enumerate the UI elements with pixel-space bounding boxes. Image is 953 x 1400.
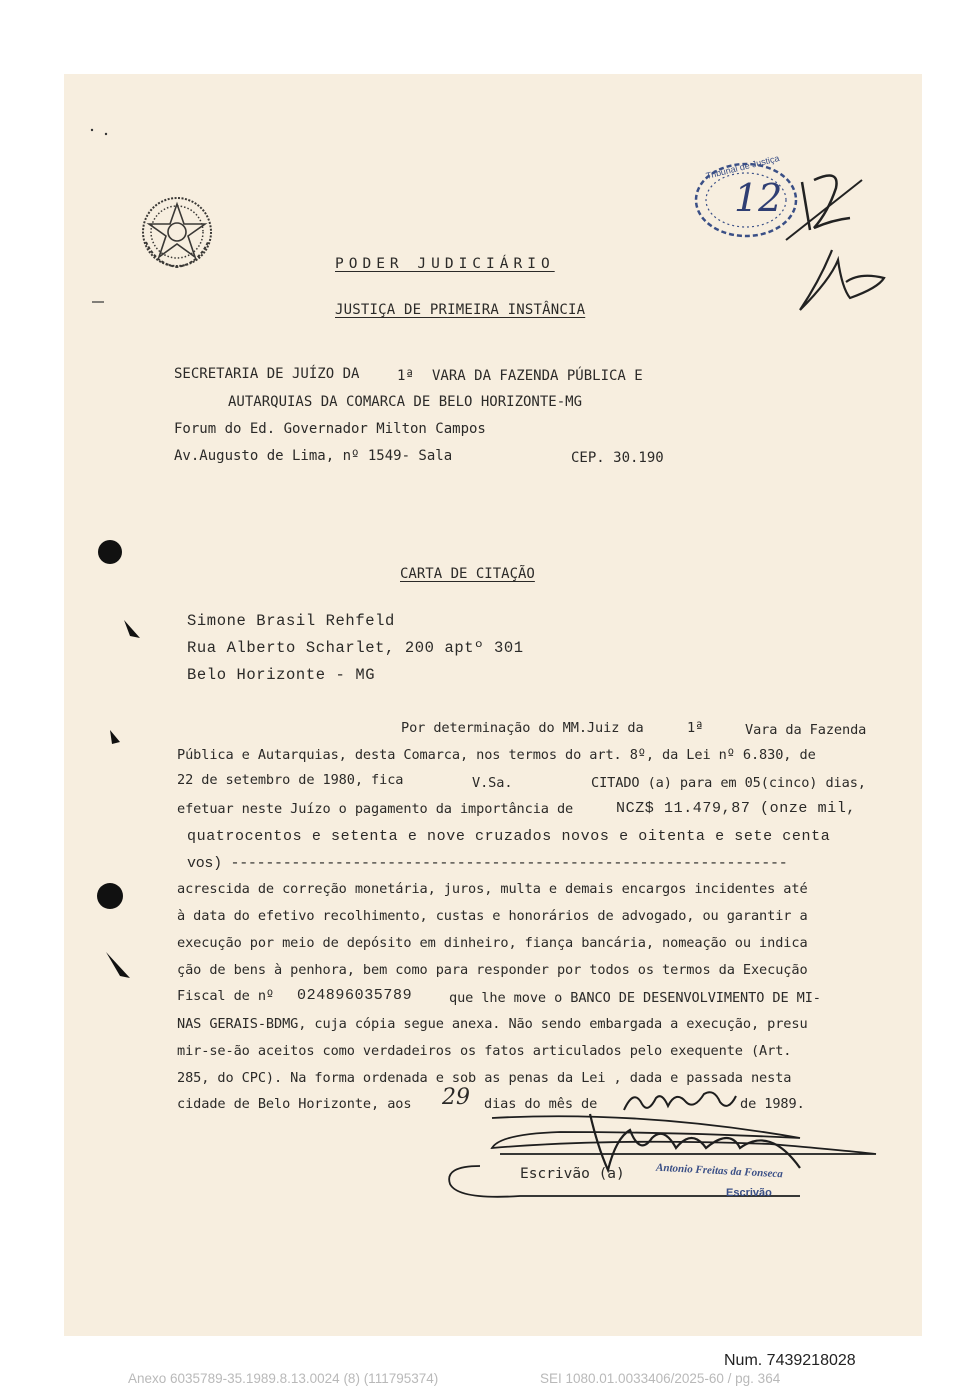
address-line1-b: VARA DA FAZENDA PÚBLICA E <box>432 368 643 384</box>
punch-hole-marks-icon <box>80 120 140 1000</box>
body-line-6: vos) ---------------------------------------------------------------- <box>187 855 788 872</box>
address-cep: CEP. 30.190 <box>571 450 664 466</box>
body-line-11a: Fiscal de nº <box>177 988 275 1004</box>
body-line-12: NAS GERAIS-BDMG, cuja cópia segue anexa. Não sendo embargada a execução, presu <box>177 1016 808 1032</box>
body-process-number: 024896035789 <box>297 987 413 1004</box>
body-line-15b: dias do mês de <box>484 1096 598 1112</box>
body-line-4a: efetuar neste Juízo o pagamento da importância de <box>177 801 574 817</box>
justica-heading: JUSTIÇA DE PRIMEIRA INSTÂNCIA <box>335 302 586 318</box>
address-line4: Av.Augusto de Lima, nº 1549- Sala <box>174 448 453 464</box>
address-line2: AUTARQUIAS DA COMARCA DE BELO HORIZONTE-MG <box>228 394 583 410</box>
coat-of-arms-icon <box>136 194 218 270</box>
escrivao-label: Escrivão (a) <box>520 1166 625 1182</box>
body-line-13: mir-se-ão aceitos como verdadeiros os fatos articulados pelo exequente (Art. <box>177 1043 792 1059</box>
footer-attachment-ref: Anexo 6035789-35.1989.8.13.0024 (8) (111795374) <box>128 1371 439 1386</box>
body-line-3a: 22 de setembro de 1980, fica <box>177 772 404 788</box>
body-line-5: quatrocentos e setenta e nove cruzados novos e oitenta e sete centa <box>187 828 831 845</box>
body-line-1a: Por determinação do MM.Juiz da <box>401 720 644 736</box>
body-line-9: execução por meio de depósito em dinheiro, fiança bancária, nomeação ou indica <box>177 935 808 951</box>
body-line-15c: de 1989. <box>740 1096 805 1112</box>
body-line-2: Pública e Autarquias, desta Comarca, nos termos do art. 8º, da Lei nº 6.830, de <box>177 747 816 763</box>
body-line-10: ção de bens à penhora, bem como para responder por todos os termos da Execução <box>177 962 808 978</box>
address-line1-ordinal: 1ª <box>397 368 414 384</box>
address-line1-a: SECRETARIA DE JUÍZO DA <box>174 366 360 382</box>
handwritten-folio-icon <box>780 160 890 330</box>
body-line-7: acrescida de correção monetária, juros, multa e demais encargos incidentes até <box>177 881 808 897</box>
body-day-handwritten: 29 <box>442 1085 470 1110</box>
body-amount: NCZ$ 11.479,87 (onze mil, <box>616 800 857 817</box>
recipient-street: Rua Alberto Scharlet, 200 aptº 301 <box>187 639 524 657</box>
body-line-1-ordinal: 1ª <box>687 720 704 736</box>
body-line-14: 285, do CPC). Na forma ordenada e sob as penas da Lei , dada e passada nesta <box>177 1070 792 1086</box>
recipient-city: Belo Horizonte - MG <box>187 666 376 684</box>
body-line-3b: CITADO (a) para em 05(cinco) dias, <box>591 775 866 791</box>
body-line-1b: Vara da Fazenda <box>745 722 867 738</box>
stamp-role: Escrivão <box>726 1187 772 1199</box>
stamp-name: Antonio Freitas da Fonseca <box>655 1161 784 1181</box>
folio-number: 12 <box>734 176 783 220</box>
footer-sei-ref: SEI 1080.01.0033406/2025-60 / pg. 364 <box>540 1371 781 1386</box>
body-line-15a: cidade de Belo Horizonte, aos <box>177 1096 412 1112</box>
recipient-name: Simone Brasil Rehfeld <box>187 612 395 630</box>
stamp-text: Tribunal de Justiça <box>704 153 781 181</box>
document-title: CARTA DE CITAÇÃO <box>400 566 535 582</box>
footer-document-number: Num. 7439218028 <box>724 1352 856 1369</box>
address-line3: Forum do Ed. Governador Milton Campos <box>174 421 486 437</box>
body-line-3-vsa: V.Sa. <box>472 775 513 791</box>
body-line-11b: que lhe move o BANCO DE DESENVOLVIMENTO DE MI- <box>449 990 821 1006</box>
poder-judiciario-heading: PODER JUDICIÁRIO <box>335 256 555 272</box>
body-line-8: à data do efetivo recolhimento, custas e honorários de advogado, ou garantir a <box>177 908 808 924</box>
